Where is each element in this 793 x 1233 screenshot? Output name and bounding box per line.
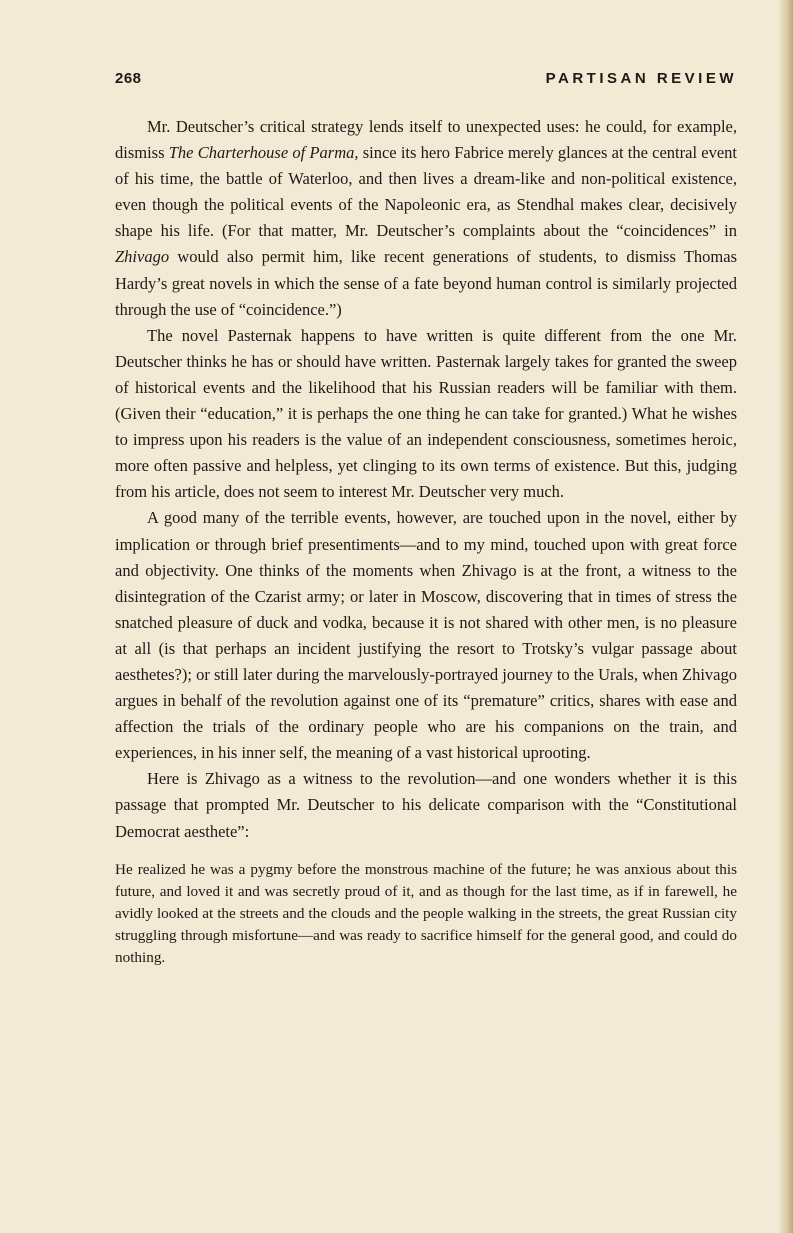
body-text (115, 114, 737, 970)
book-title-charterhouse: The Charterhouse of Parma, (168, 143, 359, 163)
paragraph-2: The novel Pasternak happens to have written is quite different from the one Mr. Deutscher thinks he has or should have written. Pasternak largely takes for granted the sweep of historical events and the likelihood that his Russian readers will be familiar with them. (Given their “education,” it is perhaps the one thing he can take for granted.) What he wishes to impress upon his readers is the value of an independent consciousness, sometimes heroic, more often passive and helpless, yet clinging to its own terms of existence. But this, judging from his article, does not seem to interest Mr. Deutscher very much. (115, 325, 737, 502)
block-quote: He realized he was a pygmy before the monstrous machine of the future; he was anxious about this future, and loved it and was secretly proud of it, and as though for the last time, as if in farewell, he avidly looked at the streets and the clouds and the people walking in the streets, the great Russian city struggling through misfortune—and was ready to sacrifice himself for the general good, and could do nothing. (115, 860, 737, 967)
page-number: 268 (115, 70, 142, 87)
paragraph-3: A good many of the terrible events, however, are touched upon in the novel, either by implication or through brief presentiments—and to my mind, touched upon with great force and objectivity. One thinks of the moments when Zhivago is at the front, a witness to the disintegration of the Czarist army; or later in Moscow, discovering that in times of stress the snatched pleasure of duck and vodka, because it is not shared with other men, is no pleasure at all (is that perhaps an incident justifying the resort to Trotsky’s vulgar passage about aesthetes?); or still later during the marvelously-portrayed journey to the Urals, when Zhivago argues in behalf of the revolution against one of its “premature” critics, shares with ease and affection the trials of the ordinary people who are his companions on the train, and experiences, in his inner self, the meaning of a vast historical uprooting. (115, 508, 737, 763)
book-title-zhivago: Zhivago (115, 247, 170, 267)
page-edge (779, 0, 793, 1233)
paragraph-1-text-a: Mr. Deutscher’s critical strategy lends itself to unexpected uses: he could, for example, dismiss (115, 117, 737, 163)
page-header (115, 70, 737, 94)
paragraph-1 (115, 114, 737, 323)
paragraph-1-text-c: would also permit him, like recent generations of students, to dismiss Thomas Hardy’s great novels in which the sense of a fate beyond human control is similarly projected through the use of “coincidence.”) (115, 247, 737, 319)
paragraph-1-text-b: since its hero Fabrice merely glances at the central event of his time, the battle of Waterloo, and then lives a dream-like and non-political existence, even though the political events of the Napoleonic era, as Stendhal makes clear, decisively shape his life. (For that matter, Mr. Deutscher’s complaints about the “coincidences” in (115, 143, 737, 241)
running-head: PARTISAN REVIEW (545, 70, 737, 87)
paragraph-4: Here is Zhivago as a witness to the revolution—and one wonders whether it is this passage that prompted Mr. Deutscher to his delicate comparison with the “Constitutional Democrat aesthete”: (115, 769, 737, 841)
